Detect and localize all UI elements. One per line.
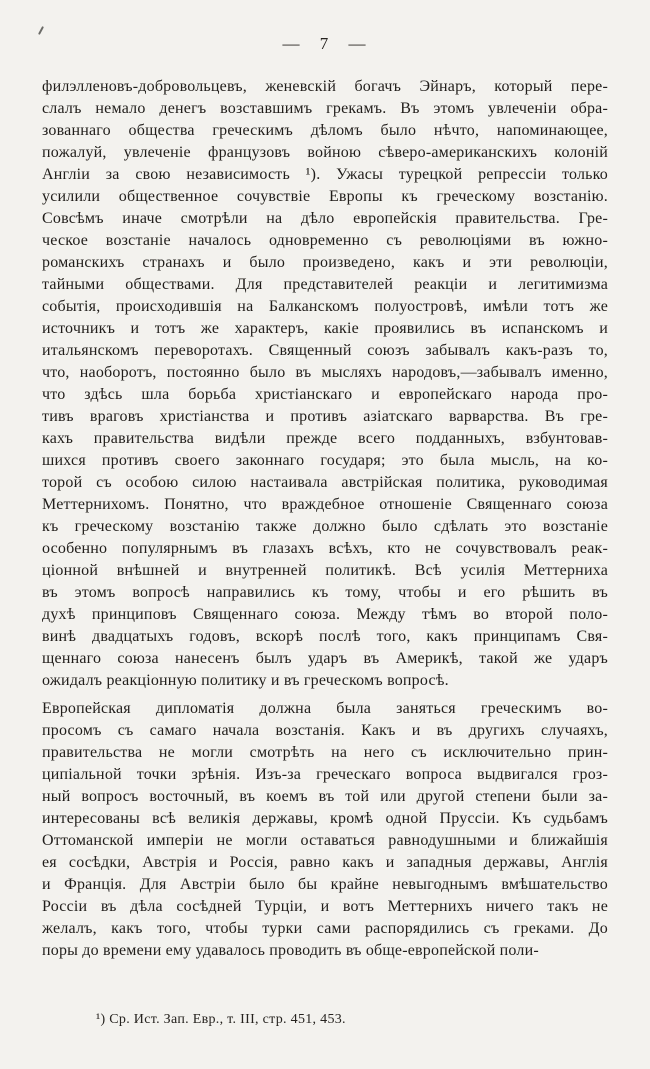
text-line: особенно популярнымъ въ глазахъ всѣхъ, кто не сочувствовалъ реак- xyxy=(42,540,608,557)
text-line: тивъ враговъ христіанства и противъ азіатскаго варварства. Въ гре- xyxy=(42,408,608,425)
text-line: винѣ двадцатыхъ годовъ, вскорѣ послѣ того, какъ принципамъ Свя- xyxy=(42,628,608,645)
text-line: слалъ немало денегъ возставшимъ грекамъ. Въ этомъ увлеченіи обра- xyxy=(42,100,608,117)
text-line: источникъ и тотъ же характеръ, какіе проявились въ испанскомъ и xyxy=(42,320,608,337)
text-line: интересованы всѣ великія державы, кромѣ одной Пруссіи. Къ судьбамъ xyxy=(42,810,608,827)
text-line: итальянскомъ переворотахъ. Священный союзъ забывалъ какъ-разъ то, xyxy=(42,342,608,359)
text-line: правительства не могли смотрѣть на него съ исключительно прин- xyxy=(42,744,608,761)
footnote-text: ¹) Ср. Ист. Зап. Евр., т. III, стр. 451, 453. xyxy=(96,1012,346,1027)
text-line: филэлленовъ-добровольцевъ, женевскій богачъ Эйнаръ, который пере- xyxy=(42,78,608,95)
text-line: ея сосѣдки, Австрія и Россія, равно какъ и западныя державы, Англія xyxy=(42,854,608,871)
page-number: — 7 — xyxy=(282,34,368,53)
text-line: зованнаго общества греческимъ дѣломъ было нѣчто, напоминающее, xyxy=(42,122,608,139)
text-line: ожидалъ реакціонную политику и въ греческомъ вопросѣ. xyxy=(42,672,449,689)
text-line: торой съ особою силою настаивала австрійская политика, руководимая xyxy=(42,474,608,491)
text-line: въ этомъ вопросѣ направились къ тому, чтобы и его рѣшить въ xyxy=(42,584,608,601)
text-line: усилили общественное сочувствіе Европы къ греческому возстанію. xyxy=(42,188,608,205)
text-line: къ греческому возстанію также должно было сдѣлать это возстаніе xyxy=(42,518,608,535)
text-line: желалъ, какъ того, чтобы турки сами распорядились съ греками. До xyxy=(42,920,608,937)
text-line: шихся противъ своего законнаго государя; это была мысль, на ко- xyxy=(42,452,608,469)
text-line: поры до времени ему удавалось проводить въ обще-европейской поли- xyxy=(42,942,539,959)
text-line: что здѣсь шла борьба христіанскаго и европейскаго народа про- xyxy=(42,386,608,403)
text-line: Англіи за свою независимость ¹). Ужасы турецкой репрессіи только xyxy=(42,166,608,183)
text-line: кахъ правительства видѣли прежде всего подданныхъ, взбунтовав- xyxy=(42,430,608,447)
text-line: что, наоборотъ, постоянно было въ мысляхъ народовъ,—забывалъ именно, xyxy=(42,364,608,381)
text-line: ный вопросъ восточный, въ коемъ въ той или другой степени были за- xyxy=(42,788,608,805)
text-line: романскихъ странахъ и было произведено, какъ и эти революціи, xyxy=(42,254,608,271)
footnote xyxy=(96,1012,346,1028)
text-line: Европейская дипломатія должна была заняться греческимъ во- xyxy=(42,700,608,717)
paragraph xyxy=(42,76,608,692)
text-line: Россіи въ дѣла сосѣдней Турціи, и вотъ Меттернихъ ничего такъ не xyxy=(42,898,608,915)
text-line: ціонной внѣшней и внутренней политикѣ. Всѣ усилія Меттерниха xyxy=(42,562,608,579)
text-line: тайными обществами. Для представителей реакціи и легитимизма xyxy=(42,276,608,293)
text-line: Совсѣмъ иначе смотрѣли на дѣло европейскія правительства. Гре- xyxy=(42,210,608,227)
text-line: событія, происходившія на Балканскомъ полуостровѣ, имѣли тотъ же xyxy=(42,298,608,315)
text-line: Меттернихомъ. Понятно, что враждебное отношеніе Священнаго союза xyxy=(42,496,608,513)
text-line: Оттоманской имперіи не могли оставаться равнодушными и ближайшія xyxy=(42,832,608,849)
text-line: духѣ принциповъ Священнаго союза. Между тѣмъ во второй поло- xyxy=(42,606,608,623)
text-line: щеннаго союза нанесенъ былъ ударъ въ Америкѣ, такой же ударъ xyxy=(42,650,608,667)
text-line: просомъ съ самаго начала возстанія. Какъ и въ другихъ случаяхъ, xyxy=(42,722,608,739)
text-line: ципіальной точки зрѣнія. Изъ-за греческаго вопроса выдвигался гроз- xyxy=(42,766,608,783)
text-line: пожалуй, увлеченіе французовъ войною сѣверо-американскихъ колоній xyxy=(42,144,608,161)
text-block xyxy=(42,76,608,962)
text-line: ческое возстаніе началось одновременно съ революціями въ южно- xyxy=(42,232,608,249)
text-line: и Франція. Для Австріи было бы крайне невыгоднымъ вмѣшательство xyxy=(42,876,608,893)
paragraph xyxy=(42,698,608,962)
